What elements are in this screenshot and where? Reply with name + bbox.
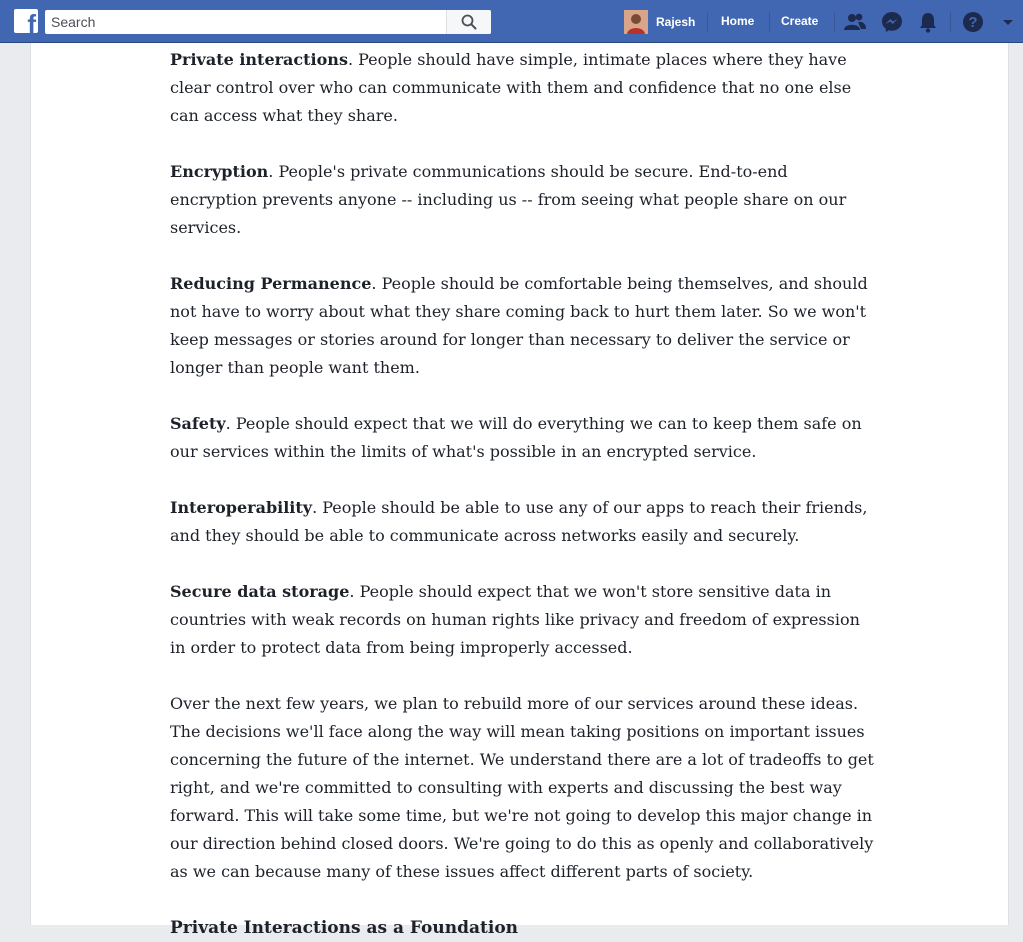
principle-term: Safety	[170, 414, 226, 433]
facebook-logo-icon[interactable]	[14, 9, 38, 39]
search-box	[45, 10, 491, 34]
principle-term: Private interactions	[170, 50, 348, 69]
principle-paragraph	[170, 578, 875, 662]
home-link[interactable]: Home	[721, 14, 755, 28]
article-page	[30, 43, 1009, 938]
principle-paragraph	[170, 494, 875, 550]
nav-divider	[769, 12, 770, 32]
principle-paragraph	[170, 410, 875, 466]
search-input[interactable]	[45, 10, 445, 34]
brand-letter: f	[27, 9, 36, 39]
principle-term: Encryption	[170, 162, 269, 181]
nav-divider	[707, 12, 708, 32]
principle-paragraph	[170, 158, 875, 242]
profile-link[interactable]	[624, 0, 695, 43]
create-link[interactable]: Create	[781, 14, 819, 28]
principle-text: . People should expect that we will do everything we can to keep them safe on our services within the limits of what's possible in an encrypted service.	[170, 414, 862, 461]
principle-paragraph	[170, 46, 875, 130]
principle-text: . People should have simple, intimate places where they have clear control over who can communicate with them and confidence that no one else can access what they share.	[170, 50, 852, 125]
avatar	[624, 10, 648, 34]
article-body	[170, 46, 875, 942]
principle-text: . People should expect that we won't store sensitive data in countries with weak records on human rights like privacy and freedom of expression in order to protect data from being improperly accessed.	[170, 582, 860, 657]
nav-divider	[834, 12, 835, 32]
closing-paragraph: Over the next few years, we plan to rebuild more of our services around these ideas. The decisions we'll face along the way will mean taking positions on important issues concerning the future of the internet. We understand there are a lot of tradeoffs to get right, and we're committed to consulting with experts and discussing the best way forward. This will take some time, but we're not going to develop this major change in our direction behind closed doors. We're going to do this as openly and collaboratively as we can because many of these issues affect different parts of society.	[170, 694, 874, 881]
friend-requests-icon[interactable]	[843, 10, 867, 34]
nav-divider	[950, 12, 951, 32]
top-navigation-bar	[0, 0, 1023, 43]
svg-text:?: ?	[968, 14, 978, 31]
principle-term: Interoperability	[170, 498, 313, 517]
principle-text: . People's private communications should be secure. End-to-end encryption prevents anyone -- including us -- from seeing what people share on our services.	[170, 162, 847, 237]
section-heading: Private Interactions as a Foundation	[170, 918, 519, 938]
principle-term: Reducing Permanence	[170, 274, 372, 293]
principle-term: Secure data storage	[170, 582, 350, 601]
search-icon	[461, 14, 477, 30]
profile-name: Rajesh	[656, 14, 696, 29]
principle-text: . People should be comfortable being themselves, and should not have to worry about what they share coming back to hurt them later. So we won't keep messages or stories around for longer than necessary to deliver the service or longer than people want them.	[170, 274, 868, 377]
principle-text: . People should be able to use any of our apps to reach their friends, and they should be able to communicate across networks easily and securely.	[170, 498, 868, 545]
principle-paragraph	[170, 270, 875, 382]
help-icon[interactable]	[961, 10, 985, 34]
account-menu-caret-icon[interactable]	[998, 10, 1018, 34]
search-button[interactable]	[446, 10, 491, 34]
notifications-icon[interactable]	[916, 10, 940, 34]
messenger-icon[interactable]	[880, 10, 904, 34]
